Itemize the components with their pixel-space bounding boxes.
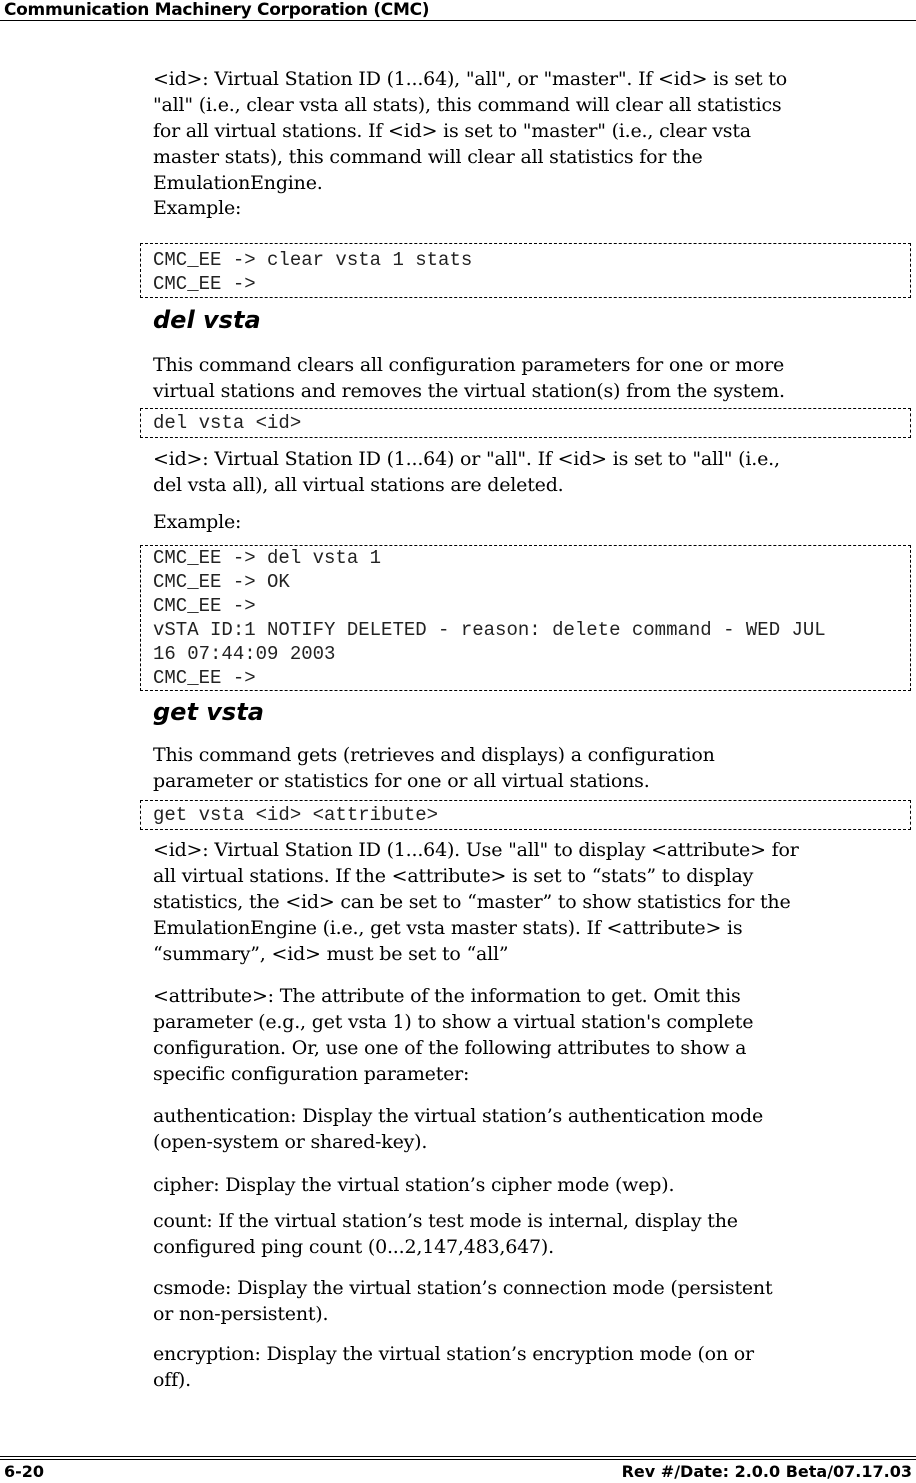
text-line: This command gets (retrieves and displays) a configuration	[153, 744, 715, 766]
get-id-description	[153, 837, 799, 967]
text-line: <attribute>: The attribute of the information to get. Omit this	[153, 985, 741, 1007]
running-header: Communication Machinery Corporation (CMC)	[4, 0, 430, 20]
code-syntax-del	[140, 408, 911, 438]
revision-date: Rev #/Date: 2.0.0 Beta/07.17.03	[621, 1462, 912, 1481]
text-line: get vsta <id> <attribute>	[153, 804, 439, 826]
del-description	[153, 352, 785, 404]
text-line: "all" (i.e., clear vsta all stats), this command will clear all statistics	[153, 94, 782, 116]
text-line: CMC_EE ->	[153, 595, 256, 617]
code-example-del	[140, 545, 911, 691]
example-label: Example:	[153, 511, 242, 533]
del-id-description	[153, 446, 780, 498]
text-line: <id>: Virtual Station ID (1...64) or "all". If <id> is set to "all" (i.e.,	[153, 448, 780, 470]
get-attribute-description	[153, 983, 753, 1087]
text-line: configured ping count (0...2,147,483,647).	[153, 1236, 554, 1258]
text-line: master stats), this command will clear all statistics for the	[153, 146, 703, 168]
text-line: <id>: Virtual Station ID (1...64), "all", or "master". If <id> is set to	[153, 68, 787, 90]
header-rule	[0, 20, 916, 21]
text-line: for all virtual stations. If <id> is set to "master" (i.e., clear vsta	[153, 120, 751, 142]
code-example-clear	[140, 243, 911, 298]
text-line: 16 07:44:09 2003	[153, 643, 336, 665]
text-line: specific configuration parameter:	[153, 1063, 470, 1085]
page-number: 6-20	[4, 1462, 45, 1481]
text-line: “summary”, <id> must be set to “all”	[153, 943, 509, 965]
attr-authentication	[153, 1103, 763, 1155]
footer-rule	[0, 1456, 916, 1457]
text-line: This command clears all configuration parameters for one or more	[153, 354, 785, 376]
text-line: parameter (e.g., get vsta 1) to show a virtual station's complete	[153, 1011, 754, 1033]
get-description	[153, 742, 715, 794]
section-heading-del-vsta: del vsta	[153, 306, 261, 334]
text-line: CMC_EE ->	[153, 667, 256, 689]
text-line: CMC_EE -> clear vsta 1 stats	[153, 249, 473, 271]
text-line: CMC_EE -> del vsta 1	[153, 547, 382, 569]
attr-encryption	[153, 1341, 754, 1393]
attr-cipher	[153, 1172, 674, 1198]
text-line: <id>: Virtual Station ID (1...64). Use "all" to display <attribute> for	[153, 839, 799, 861]
text-line: del vsta all), all virtual stations are deleted.	[153, 474, 564, 496]
attr-csmode	[153, 1275, 772, 1327]
text-line: configuration. Or, use one of the following attributes to show a	[153, 1037, 747, 1059]
text-line: vSTA ID:1 NOTIFY DELETED - reason: delete command - WED JUL	[153, 619, 826, 641]
text-line: off).	[153, 1369, 191, 1391]
code-syntax-get	[140, 800, 911, 830]
text-line: EmulationEngine (i.e., get vsta master stats). If <attribute> is	[153, 917, 743, 939]
text-line: count: If the virtual station’s test mode is internal, display the	[153, 1210, 738, 1232]
text-line: virtual stations and removes the virtual station(s) from the system.	[153, 380, 785, 402]
text-line: del vsta <id>	[153, 412, 302, 434]
text-line: EmulationEngine.	[153, 172, 323, 194]
text-line: cipher: Display the virtual station’s cipher mode (wep).	[153, 1174, 675, 1196]
text-line: authentication: Display the virtual station’s authentication mode	[153, 1105, 764, 1127]
text-line: encryption: Display the virtual station’s encryption mode (on or	[153, 1343, 754, 1365]
footer-rule	[0, 1459, 916, 1460]
text-line: statistics, the <id> can be set to “master” to show statistics for the	[153, 891, 791, 913]
text-line: csmode: Display the virtual station’s connection mode (persistent	[153, 1277, 773, 1299]
text-line: parameter or statistics for one or all virtual stations.	[153, 770, 650, 792]
text-line: all virtual stations. If the <attribute> is set to “stats” to display	[153, 865, 754, 887]
clear-id-description	[153, 66, 787, 196]
attr-count	[153, 1208, 738, 1260]
example-label: Example:	[153, 197, 242, 219]
section-heading-get-vsta: get vsta	[153, 698, 264, 726]
text-line: or non-persistent).	[153, 1303, 329, 1325]
text-line: (open-system or shared-key).	[153, 1131, 428, 1153]
text-line: CMC_EE ->	[153, 273, 256, 295]
text-line: CMC_EE -> OK	[153, 571, 290, 593]
